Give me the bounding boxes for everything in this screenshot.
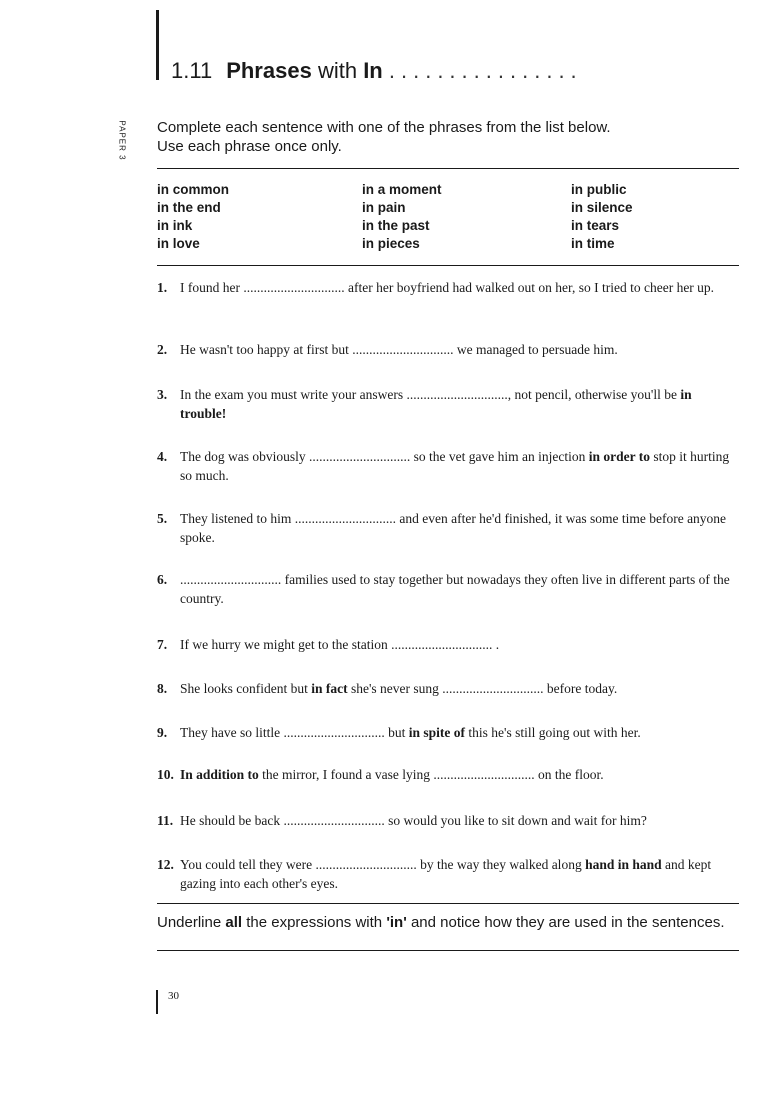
- phrase-item: in a moment: [362, 182, 442, 197]
- answer-blank[interactable]: ..............................: [391, 637, 493, 652]
- answer-blank[interactable]: ..............................: [315, 857, 417, 872]
- footer-text-post: and notice how they are used in the sentences.: [406, 914, 725, 931]
- text-segment: The dog was obviously: [180, 449, 309, 464]
- question-text: [180, 856, 737, 893]
- question-number: 4.: [157, 449, 168, 464]
- question-item: [157, 812, 737, 831]
- phrase-item: in the past: [362, 218, 430, 233]
- question-number: 7.: [157, 637, 168, 652]
- phrase-item: in time: [571, 236, 615, 251]
- answer-blank[interactable]: ..............................: [406, 387, 508, 402]
- bold-phrase: in order to: [588, 449, 650, 464]
- question-item: [157, 448, 737, 485]
- question-number: 1.: [157, 280, 168, 295]
- text-segment: They listened to him: [180, 511, 295, 526]
- page-number-marker: [156, 990, 158, 1014]
- text-segment: stop it hurting so much.: [180, 449, 730, 483]
- footer-text-pre: Underline: [157, 914, 226, 931]
- text-segment: They have so little: [180, 725, 284, 740]
- question-item: [157, 680, 737, 699]
- phrase-item: in common: [157, 182, 230, 197]
- answer-blank[interactable]: ..............................: [309, 449, 411, 464]
- phrase-item: in love: [157, 236, 200, 251]
- text-segment: she's never sung: [347, 681, 443, 696]
- answer-blank[interactable]: ..............................: [294, 511, 396, 526]
- question-number: 10.: [157, 767, 174, 782]
- text-segment: If we hurry we might get to the station: [180, 637, 392, 652]
- question-number: 9.: [157, 725, 168, 740]
- text-segment: by the way they walked along: [416, 857, 586, 872]
- question-item: [157, 766, 737, 785]
- question-number: 8.: [157, 681, 168, 696]
- question-text: [180, 341, 737, 360]
- phrase-item: in pain: [362, 200, 406, 215]
- question-text: [180, 724, 737, 743]
- page-title: [171, 58, 771, 92]
- question-item: [157, 856, 737, 893]
- phrase-item: in pieces: [362, 236, 420, 251]
- text-segment: and even after he'd finished, it was some time before anyone spoke.: [180, 511, 727, 545]
- text-segment: on the floor.: [534, 767, 604, 782]
- text-segment: so the vet gave him an injection: [410, 449, 589, 464]
- text-segment: , not pencil, otherwise you'll be: [507, 387, 681, 402]
- instruction-line-1: Complete each sentence with one of the phrases from the list below.: [157, 119, 611, 136]
- bold-phrase: in fact: [311, 681, 348, 696]
- divider-footer-bottom: [157, 950, 739, 951]
- answer-blank[interactable]: ..............................: [433, 767, 535, 782]
- text-segment: this he's still going out with her.: [465, 725, 641, 740]
- question-text: [180, 680, 737, 699]
- answer-blank[interactable]: ..............................: [243, 280, 345, 295]
- text-segment: .: [492, 637, 500, 652]
- text-segment: He wasn't too happy at first but: [180, 342, 353, 357]
- divider-top: [157, 168, 739, 169]
- text-segment: so would you like to sit down and wait for him?: [384, 813, 647, 828]
- footer-instruction: [157, 914, 747, 931]
- text-segment: and kept gazing into each other's eyes.: [180, 857, 712, 891]
- answer-blank[interactable]: ..............................: [442, 681, 544, 696]
- text-segment: In the exam you must write your answers: [180, 387, 407, 402]
- title-bar-marker: [156, 10, 159, 80]
- text-segment: but: [384, 725, 409, 740]
- question-item: [157, 341, 737, 360]
- question-number: 2.: [157, 342, 168, 357]
- answer-blank[interactable]: ..............................: [283, 813, 385, 828]
- page-number: 30: [168, 990, 179, 1002]
- title-phrases: Phrases: [226, 58, 312, 83]
- question-number: 12.: [157, 857, 174, 872]
- question-item: [157, 386, 737, 423]
- bold-phrase: In addition to: [180, 767, 259, 782]
- question-text: [180, 766, 737, 785]
- question-text: [180, 812, 737, 831]
- phrase-item: in silence: [571, 200, 633, 215]
- section-number: 1.11: [171, 58, 213, 83]
- question-item: [157, 724, 737, 743]
- phrase-item: in public: [571, 182, 627, 197]
- paper-side-label: PAPER 3: [117, 120, 127, 161]
- question-text: [180, 386, 737, 423]
- title-dots: ................: [388, 58, 583, 83]
- footer-text-all: all: [225, 914, 243, 931]
- text-segment: You could tell they were: [180, 857, 316, 872]
- phrase-column-2: [362, 181, 571, 253]
- bold-phrase: hand in hand: [585, 857, 662, 872]
- answer-blank[interactable]: ..............................: [180, 572, 282, 587]
- question-item: [157, 571, 737, 608]
- text-segment: I found her: [180, 280, 244, 295]
- footer-text-in: 'in': [386, 914, 407, 931]
- phrase-item: in tears: [571, 218, 620, 233]
- title-in: In: [363, 58, 383, 83]
- phrase-list: [157, 181, 747, 253]
- phrase-column-1: [157, 181, 362, 253]
- answer-blank[interactable]: ..............................: [283, 725, 385, 740]
- question-item: [157, 510, 737, 547]
- question-text: [180, 279, 737, 298]
- question-text: [180, 636, 737, 655]
- text-segment: we managed to persuade him.: [453, 342, 618, 357]
- question-text: [180, 510, 737, 547]
- question-text: [180, 448, 737, 485]
- footer-text-mid: the expressions with: [242, 914, 387, 931]
- instructions: [157, 118, 747, 156]
- title-with: with: [317, 58, 358, 83]
- question-number: 6.: [157, 572, 168, 587]
- instruction-line-2: Use each phrase once only.: [157, 138, 342, 155]
- divider-footer-top: [157, 903, 739, 904]
- text-segment: She looks confident but: [180, 681, 312, 696]
- text-segment: the mirror, I found a vase lying: [258, 767, 434, 782]
- text-segment: after her boyfriend had walked out on her, so I tried to cheer her up.: [344, 280, 715, 295]
- question-item: [157, 636, 737, 655]
- answer-blank[interactable]: ..............................: [352, 342, 454, 357]
- text-segment: before today.: [543, 681, 618, 696]
- text-segment: families used to stay together but nowadays they often live in different parts of the country.: [180, 572, 730, 606]
- question-item: [157, 279, 737, 298]
- text-segment: He should be back: [180, 813, 284, 828]
- question-text: [180, 571, 737, 608]
- question-number: 3.: [157, 387, 168, 402]
- phrase-item: in the end: [157, 200, 221, 215]
- question-number: 5.: [157, 511, 168, 526]
- divider-middle: [157, 265, 739, 266]
- phrase-item: in ink: [157, 218, 193, 233]
- phrase-column-3: [571, 181, 747, 253]
- bold-phrase: in spite of: [408, 725, 466, 740]
- bold-phrase: in trouble!: [180, 387, 692, 421]
- question-number: 11.: [157, 813, 174, 828]
